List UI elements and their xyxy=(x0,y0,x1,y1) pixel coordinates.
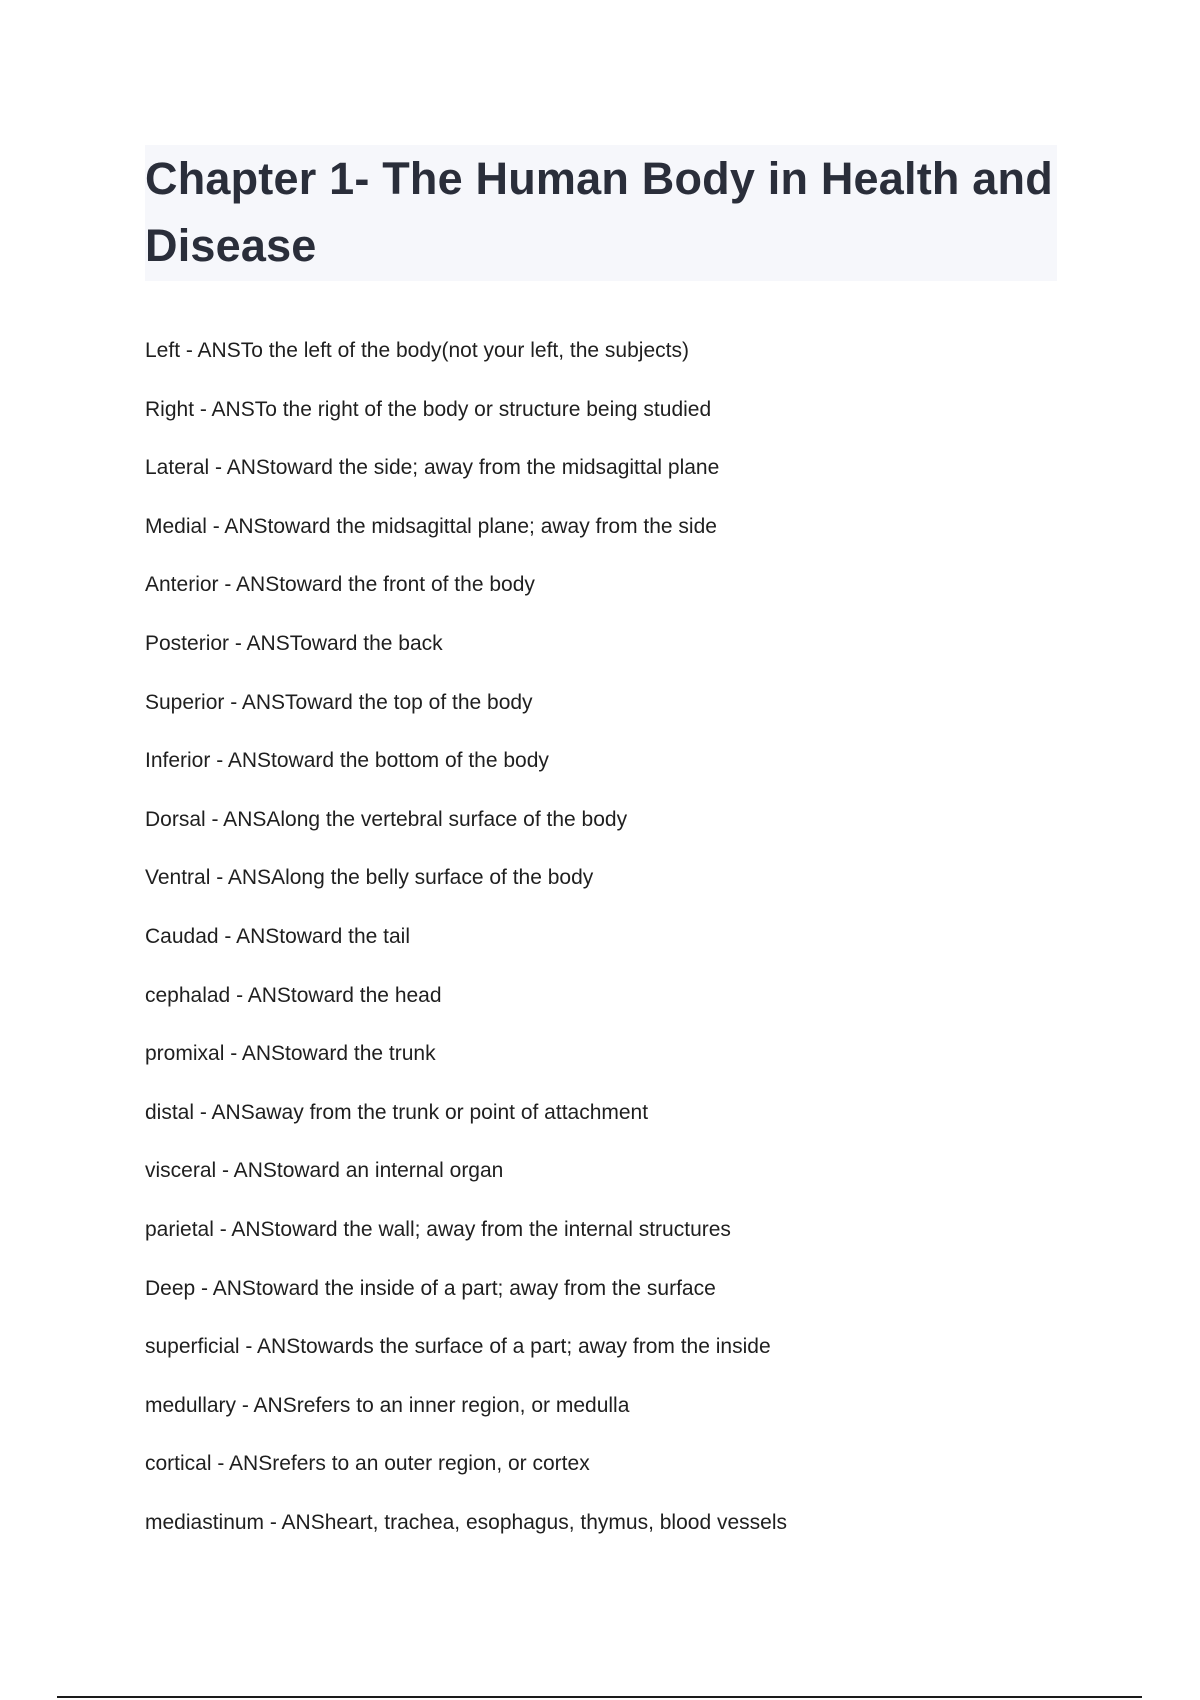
term-item-parietal: parietal - ANStoward the wall; away from the internal structures xyxy=(145,1217,731,1241)
term-item-lateral: Lateral - ANStoward the side; away from the midsagittal plane xyxy=(145,456,720,480)
term-item-superior: Superior - ANSToward the top of the body xyxy=(145,690,533,714)
term-list xyxy=(145,331,1105,1561)
term-item-dorsal: Dorsal - ANSAlong the vertebral surface of the body xyxy=(145,807,628,831)
term-item-medial: Medial - ANStoward the midsagittal plane; away from the side xyxy=(145,514,717,538)
term-item-anterior: Anterior - ANStoward the front of the body xyxy=(145,573,535,597)
term-item-right: Right - ANSTo the right of the body or structure being studied xyxy=(145,397,712,421)
term-item-caudad: Caudad - ANStoward the tail xyxy=(145,924,410,948)
term-item-ventral: Ventral - ANSAlong the belly surface of the body xyxy=(145,866,594,890)
footer-divider xyxy=(57,1696,1142,1698)
term-item-promixal: promixal - ANStoward the trunk xyxy=(145,1042,436,1066)
term-item-superficial: superficial - ANStowards the surface of a part; away from the inside xyxy=(145,1335,771,1359)
term-item-cortical: cortical - ANSrefers to an outer region, or cortex xyxy=(145,1452,590,1476)
term-item-deep: Deep - ANStoward the inside of a part; away from the surface xyxy=(145,1276,716,1300)
term-item-posterior: Posterior - ANSToward the back xyxy=(145,631,443,655)
page-title: Chapter 1- The Human Body in Health and Disease xyxy=(145,153,1053,271)
term-item-cephalad: cephalad - ANStoward the head xyxy=(145,983,442,1007)
term-item-distal: distal - ANSaway from the trunk or point of attachment xyxy=(145,1100,649,1124)
term-item-inferior: Inferior - ANStoward the bottom of the body xyxy=(145,749,549,773)
term-item-visceral: visceral - ANStoward an internal organ xyxy=(145,1159,504,1183)
term-item-mediastinum: mediastinum - ANSheart, trachea, esophagus, thymus, blood vessels xyxy=(145,1510,787,1534)
term-item-medullary: medullary - ANSrefers to an inner region, or medulla xyxy=(145,1393,630,1417)
term-item-left: Left - ANSTo the left of the body(not your left, the subjects) xyxy=(145,339,689,362)
title-block xyxy=(145,145,1057,281)
